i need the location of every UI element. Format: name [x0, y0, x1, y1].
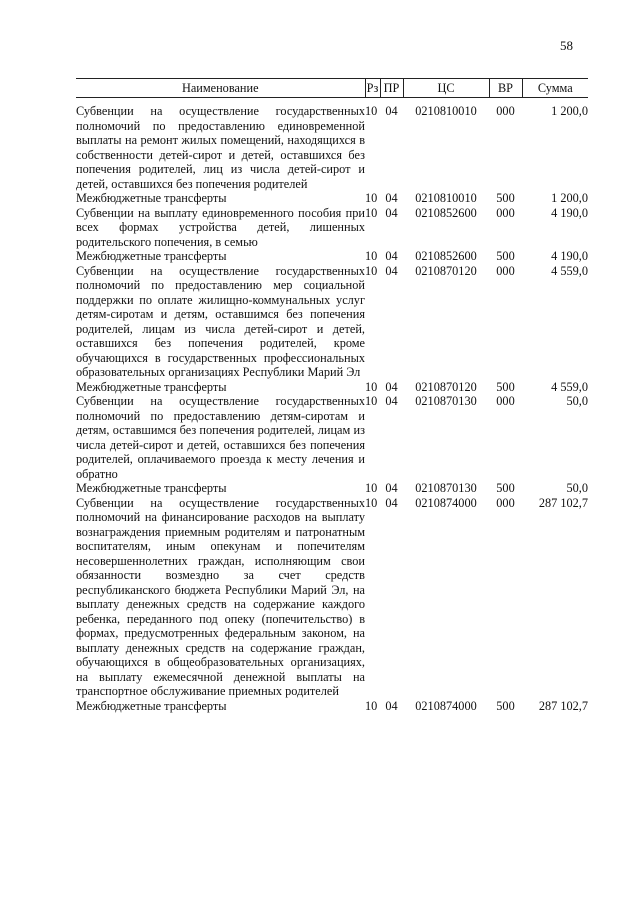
column-header-vr: ВР	[489, 79, 522, 98]
row-vr: 500	[496, 249, 515, 263]
row-rz: 10	[365, 249, 378, 263]
row-cs: 0210874000	[415, 698, 477, 713]
row-cs: 0210870120	[415, 263, 477, 278]
row-vr: 500	[496, 698, 515, 713]
row-cs: 0210870120	[415, 379, 477, 394]
row-cs: 0210870130	[415, 481, 477, 495]
row-sum: 4 559,0	[551, 263, 588, 278]
row-vr: 000	[496, 394, 515, 408]
row-pr: 04	[385, 249, 398, 263]
row-cs: 0210852600	[415, 205, 477, 220]
row-rz: 10	[365, 104, 378, 118]
row-sum: 1 200,0	[551, 104, 588, 118]
row-vr: 500	[496, 191, 515, 205]
column-header-name: Наименование	[76, 79, 365, 98]
table-row	[76, 264, 588, 380]
row-rz: 10	[365, 495, 378, 510]
table-row	[76, 496, 588, 699]
row-pr: 04	[385, 394, 398, 408]
row-cs: 0210852600	[415, 249, 477, 263]
row-name: Субвенции на осуществление государственных полномочий по предоставлению единовременной выплаты на ремонт жилых помещений, находящихся в собственности детей-сирот и детей, оставшихся без попечения родителей, лиц из числа детей-сирот и детей, оставшихся без попечения родителей	[76, 104, 365, 191]
row-rz: 10	[365, 205, 378, 220]
table-row	[76, 394, 588, 481]
row-name: Субвенции на осуществление государственных полномочий по предоставлению детям-сиротам и детям, оставшимся без попечения родителей, лицам из числа детей-сирот и детей, оставшихся без попечения родителей, оплачиваемого проезда к месту лечения и обратно	[76, 394, 365, 481]
table-row	[76, 206, 588, 250]
table-row	[76, 481, 588, 496]
row-pr: 04	[385, 495, 398, 510]
row-name: Межбюджетные трансферты	[76, 698, 227, 713]
row-cs: 0210810010	[415, 104, 477, 118]
table-row	[76, 380, 588, 395]
row-name: Субвенции на осуществление государственных полномочий по предоставлению мер социальной поддержки по оплате жилищно-коммунальных услуг детям-сиротам и детям, оставшимся без попечения родителей, лицам из числа детей-сирот и детей, оставшихся без попечения родителей, кроме обучающихся в государственных профессиональных образовательных организациях Республики Марий Эл	[76, 263, 365, 379]
budget-table	[76, 78, 588, 713]
row-sum: 287 102,7	[538, 495, 588, 510]
row-sum: 50,0	[566, 481, 588, 495]
row-rz: 10	[365, 379, 378, 394]
row-rz: 10	[365, 394, 378, 408]
row-vr: 000	[496, 104, 515, 118]
row-pr: 04	[385, 379, 398, 394]
row-pr: 04	[385, 104, 398, 118]
row-sum: 50,0	[566, 394, 588, 408]
table-row	[76, 699, 588, 714]
row-sum: 287 102,7	[538, 698, 588, 713]
row-pr: 04	[385, 263, 398, 278]
column-header-cs: ЦС	[403, 79, 489, 98]
row-vr: 500	[496, 481, 515, 495]
table-header	[76, 79, 588, 98]
column-header-pr: ПР	[380, 79, 403, 98]
table-row	[76, 191, 588, 206]
table-row	[76, 249, 588, 264]
row-sum: 4 559,0	[551, 379, 588, 394]
row-pr: 04	[385, 481, 398, 495]
row-pr: 04	[385, 698, 398, 713]
row-vr: 000	[496, 263, 515, 278]
row-pr: 04	[385, 191, 398, 205]
row-vr: 000	[496, 495, 515, 510]
row-cs: 0210810010	[415, 191, 477, 205]
row-name: Межбюджетные трансферты	[76, 191, 227, 205]
row-sum: 1 200,0	[551, 191, 588, 205]
row-vr: 500	[496, 379, 515, 394]
column-header-rz: Рз	[365, 79, 380, 98]
row-rz: 10	[365, 191, 378, 205]
row-pr: 04	[385, 205, 398, 220]
row-rz: 10	[365, 698, 378, 713]
row-name: Межбюджетные трансферты	[76, 481, 227, 495]
row-name: Межбюджетные трансферты	[76, 379, 227, 394]
row-name: Субвенции на осуществление государственных полномочий на финансирование расходов на выплату вознаграждения приемным родителям и патронатным воспитателям, иным опекунам и попечителям несовершеннолетних граждан, исполняющим свои обязанности возмездно за счет средств республиканского бюджета Республики Марий Эл, на выплату денежных средств на содержание каждого ребенка, переданного под опеку (попечительство) в формах, предусмотренных федеральным законом, на выплату денежных средств на содержание граждан, обучающихся в общеобразовательных организациях, на выплату ежемесячной денежной выплаты на транспортное обслуживание приемных родителей	[76, 495, 365, 698]
page-number: 58	[560, 38, 573, 53]
row-sum: 4 190,0	[551, 205, 588, 220]
row-name: Субвенции на выплату единовременного пособия при всех формах устройства детей, лишенных родительского попечения, в семью	[76, 205, 365, 249]
row-rz: 10	[365, 263, 378, 278]
row-sum: 4 190,0	[551, 249, 588, 263]
row-cs: 0210874000	[415, 495, 477, 510]
row-name: Межбюджетные трансферты	[76, 249, 227, 263]
row-rz: 10	[365, 481, 378, 495]
column-header-sum: Сумма	[522, 79, 588, 98]
table-row	[76, 98, 588, 192]
row-vr: 000	[496, 205, 515, 220]
row-cs: 0210870130	[415, 394, 477, 408]
